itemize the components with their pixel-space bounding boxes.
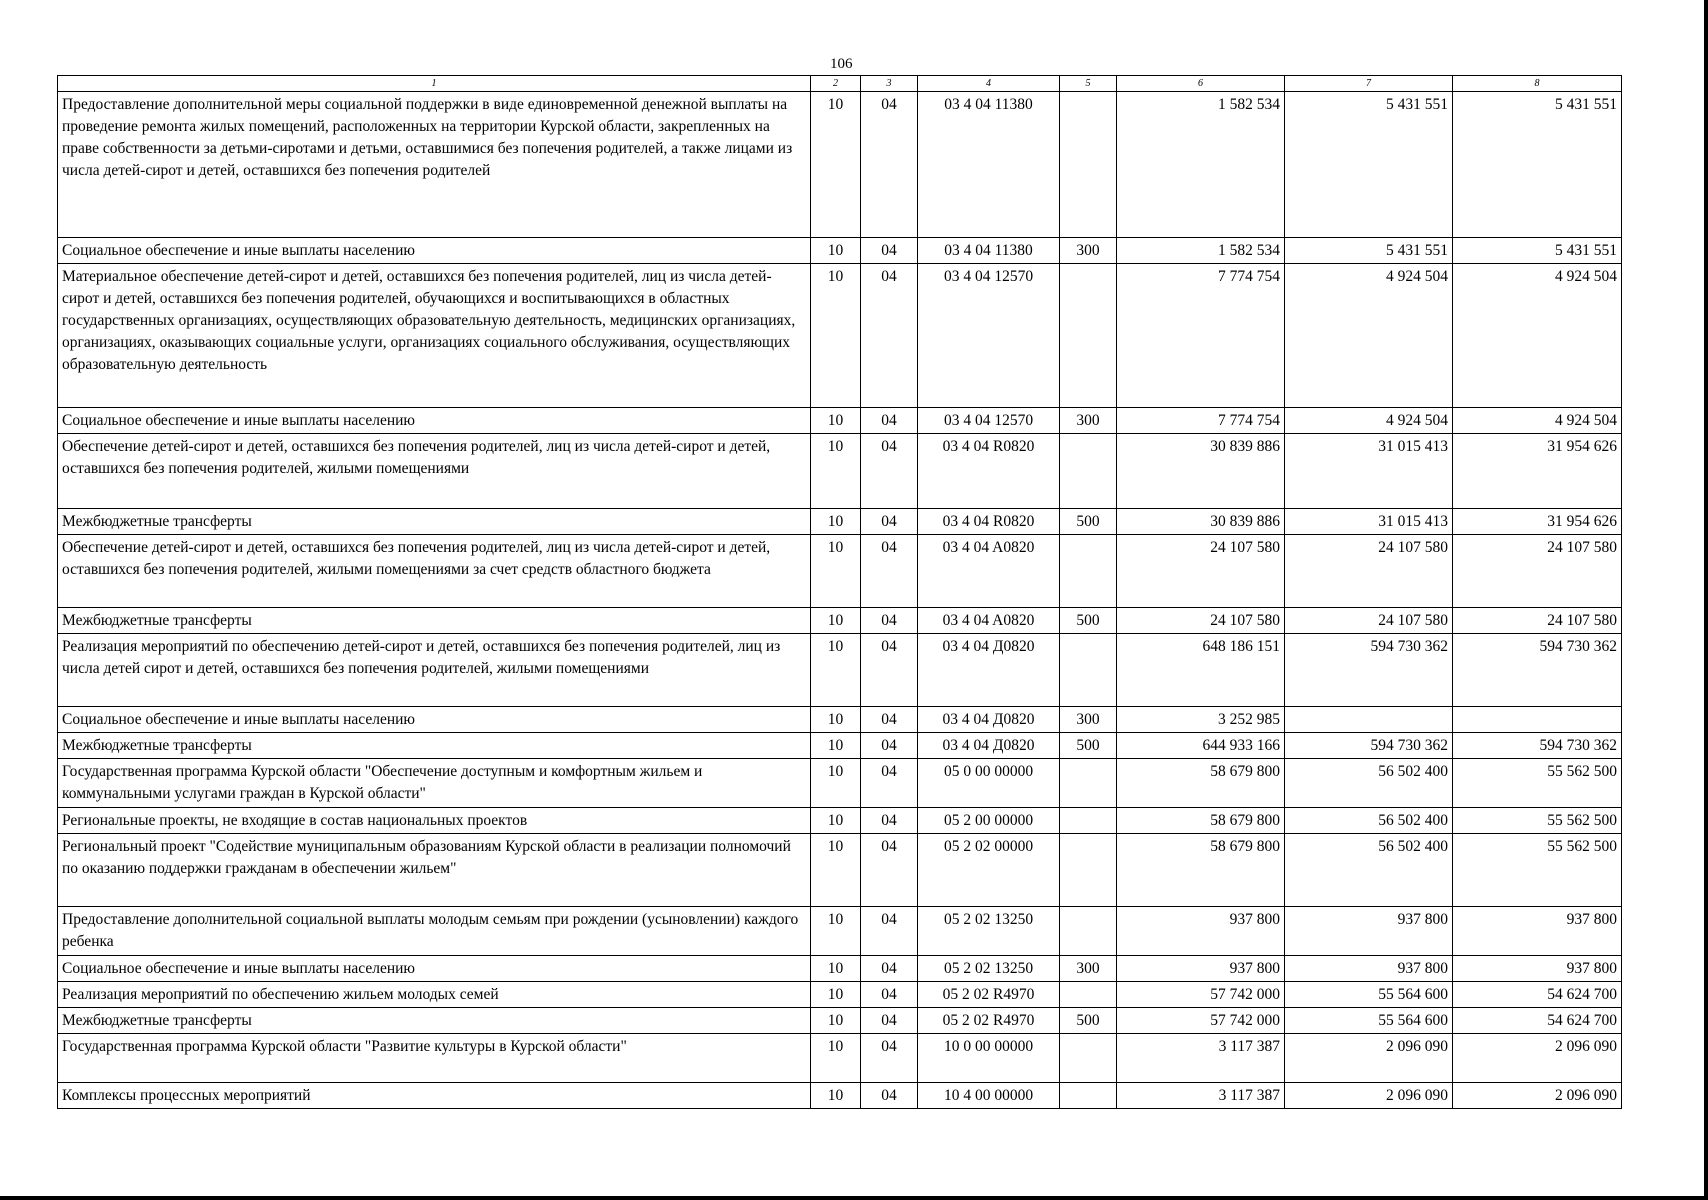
row-target-article: 03 4 04 12570	[918, 264, 1060, 408]
table-row	[58, 907, 1622, 956]
row-amount-6: 7 774 754	[1117, 408, 1285, 434]
table-row	[58, 434, 1622, 509]
row-amount-6: 58 679 800	[1117, 808, 1285, 834]
row-amount-8: 31 954 626	[1453, 434, 1622, 509]
row-expense-type	[1060, 982, 1117, 1008]
row-name: Реализация мероприятий по обеспечению жильем молодых семей	[58, 982, 811, 1008]
header-col-5: 5	[1060, 76, 1117, 92]
table-row	[58, 535, 1622, 608]
header-col-2: 2	[811, 76, 861, 92]
row-amount-8: 24 107 580	[1453, 608, 1622, 634]
row-target-article: 03 4 04 Д0820	[918, 634, 1060, 707]
row-subsection: 04	[861, 264, 918, 408]
row-amount-7: 31 015 413	[1285, 434, 1453, 509]
table-row	[58, 1034, 1622, 1083]
row-subsection: 04	[861, 907, 918, 956]
row-name: Социальное обеспечение и иные выплаты населению	[58, 956, 811, 982]
row-amount-8: 31 954 626	[1453, 509, 1622, 535]
row-subsection: 04	[861, 956, 918, 982]
row-amount-7	[1285, 707, 1453, 733]
row-target-article: 05 2 02 R4970	[918, 1008, 1060, 1034]
row-subsection: 04	[861, 759, 918, 808]
row-subsection: 04	[861, 1008, 918, 1034]
row-name: Реализация мероприятий по обеспечению детей-сирот и детей, оставшихся без попечения родителей, лиц из числа детей сирот и детей, оставшихся без попечения родителей, жилыми помещениями	[58, 634, 811, 707]
row-amount-7: 594 730 362	[1285, 733, 1453, 759]
row-expense-type: 500	[1060, 509, 1117, 535]
row-target-article: 03 4 04 A0820	[918, 608, 1060, 634]
row-target-article: 03 4 04 A0820	[918, 535, 1060, 608]
header-col-7: 7	[1285, 76, 1453, 92]
row-amount-6: 937 800	[1117, 956, 1285, 982]
row-amount-7: 55 564 600	[1285, 1008, 1453, 1034]
row-subsection: 04	[861, 434, 918, 509]
row-section: 10	[811, 733, 861, 759]
row-subsection: 04	[861, 834, 918, 907]
table-header-row	[58, 76, 1622, 92]
row-target-article: 10 0 00 00000	[918, 1034, 1060, 1083]
row-target-article: 05 2 00 00000	[918, 808, 1060, 834]
row-target-article: 10 4 00 00000	[918, 1083, 1060, 1109]
row-expense-type: 500	[1060, 733, 1117, 759]
row-target-article: 03 4 04 12570	[918, 408, 1060, 434]
row-target-article: 03 4 04 11380	[918, 238, 1060, 264]
row-amount-6: 3 117 387	[1117, 1083, 1285, 1109]
row-amount-6: 3 252 985	[1117, 707, 1285, 733]
row-amount-7: 4 924 504	[1285, 408, 1453, 434]
row-expense-type	[1060, 92, 1117, 238]
row-expense-type	[1060, 264, 1117, 408]
row-section: 10	[811, 1034, 861, 1083]
row-amount-7: 5 431 551	[1285, 92, 1453, 238]
row-amount-8: 937 800	[1453, 956, 1622, 982]
row-amount-8: 5 431 551	[1453, 92, 1622, 238]
row-subsection: 04	[861, 238, 918, 264]
row-name: Материальное обеспечение детей-сирот и детей, оставшихся без попечения родителей, лиц из числа детей-сирот и детей, оставшихся без попечения родителей, обучающихся и воспитывающихся в областных государственных организациях, осуществляющих образовательную деятельность, медицинских организациях, организациях, оказывающих социальные услуги, организациях социального обслуживания, осуществляющих образовательную деятельность	[58, 264, 811, 408]
table-row	[58, 608, 1622, 634]
row-target-article: 05 2 02 13250	[918, 956, 1060, 982]
header-col-6: 6	[1117, 76, 1285, 92]
row-amount-6: 7 774 754	[1117, 264, 1285, 408]
row-expense-type	[1060, 1034, 1117, 1083]
scan-border-right	[1704, 0, 1708, 1200]
row-amount-8: 55 562 500	[1453, 808, 1622, 834]
table-row	[58, 834, 1622, 907]
table-row	[58, 1083, 1622, 1109]
row-expense-type: 500	[1060, 1008, 1117, 1034]
row-expense-type	[1060, 634, 1117, 707]
page-number: 106	[830, 56, 853, 72]
row-amount-7: 56 502 400	[1285, 759, 1453, 808]
table-row	[58, 264, 1622, 408]
row-amount-7: 2 096 090	[1285, 1083, 1453, 1109]
row-amount-6: 937 800	[1117, 907, 1285, 956]
table-row	[58, 238, 1622, 264]
budget-table	[57, 75, 1622, 1109]
row-subsection: 04	[861, 92, 918, 238]
row-subsection: 04	[861, 408, 918, 434]
row-section: 10	[811, 834, 861, 907]
row-amount-6: 30 839 886	[1117, 509, 1285, 535]
row-amount-8: 2 096 090	[1453, 1034, 1622, 1083]
row-amount-7: 31 015 413	[1285, 509, 1453, 535]
row-amount-7: 594 730 362	[1285, 634, 1453, 707]
row-section: 10	[811, 634, 861, 707]
row-target-article: 03 4 04 Д0820	[918, 733, 1060, 759]
row-subsection: 04	[861, 509, 918, 535]
row-expense-type: 300	[1060, 956, 1117, 982]
row-amount-8: 54 624 700	[1453, 982, 1622, 1008]
row-section: 10	[811, 408, 861, 434]
row-name: Региональные проекты, не входящие в состав национальных проектов	[58, 808, 811, 834]
row-amount-6: 57 742 000	[1117, 982, 1285, 1008]
row-subsection: 04	[861, 1083, 918, 1109]
row-subsection: 04	[861, 535, 918, 608]
row-section: 10	[811, 608, 861, 634]
row-section: 10	[811, 92, 861, 238]
row-expense-type: 300	[1060, 238, 1117, 264]
table-row	[58, 808, 1622, 834]
row-section: 10	[811, 535, 861, 608]
row-target-article: 05 0 00 00000	[918, 759, 1060, 808]
row-amount-6: 57 742 000	[1117, 1008, 1285, 1034]
row-amount-6: 24 107 580	[1117, 608, 1285, 634]
row-name: Обеспечение детей-сирот и детей, оставшихся без попечения родителей, лиц из числа детей-сирот и детей, оставшихся без попечения родителей, жилыми помещениями за счет средств областного бюджета	[58, 535, 811, 608]
row-subsection: 04	[861, 707, 918, 733]
scan-border-bottom	[0, 1196, 1708, 1200]
row-amount-8	[1453, 707, 1622, 733]
row-amount-7: 55 564 600	[1285, 982, 1453, 1008]
row-expense-type: 500	[1060, 608, 1117, 634]
row-name: Социальное обеспечение и иные выплаты населению	[58, 238, 811, 264]
row-amount-7: 2 096 090	[1285, 1034, 1453, 1083]
row-section: 10	[811, 238, 861, 264]
row-section: 10	[811, 264, 861, 408]
row-amount-6: 1 582 534	[1117, 238, 1285, 264]
row-section: 10	[811, 956, 861, 982]
row-name: Социальное обеспечение и иные выплаты населению	[58, 707, 811, 733]
row-amount-6: 24 107 580	[1117, 535, 1285, 608]
row-name: Предоставление дополнительной меры социальной поддержки в виде единовременной денежной выплаты на проведение ремонта жилых помещений, расположенных на территории Курской области, закрепленных на праве собственности за детьми-сиротами и детьми, оставшимися без попечения родителей, а также лицами из числа детей-сирот и детей, оставшихся без попечения родителей	[58, 92, 811, 238]
row-amount-6: 644 933 166	[1117, 733, 1285, 759]
table-row	[58, 92, 1622, 238]
row-amount-6: 1 582 534	[1117, 92, 1285, 238]
row-section: 10	[811, 434, 861, 509]
row-section: 10	[811, 982, 861, 1008]
header-col-1: 1	[58, 76, 811, 92]
row-expense-type	[1060, 759, 1117, 808]
row-name: Предоставление дополнительной социальной выплаты молодым семьям при рождении (усыновлении) каждого ребенка	[58, 907, 811, 956]
row-amount-7: 5 431 551	[1285, 238, 1453, 264]
row-target-article: 03 4 04 R0820	[918, 509, 1060, 535]
table-row	[58, 707, 1622, 733]
row-target-article: 05 2 02 R4970	[918, 982, 1060, 1008]
row-amount-8: 2 096 090	[1453, 1083, 1622, 1109]
header-col-3: 3	[861, 76, 918, 92]
row-name: Межбюджетные трансферты	[58, 608, 811, 634]
row-name: Межбюджетные трансферты	[58, 509, 811, 535]
row-amount-8: 5 431 551	[1453, 238, 1622, 264]
row-amount-8: 4 924 504	[1453, 408, 1622, 434]
row-name: Региональный проект "Содействие муниципальным образованиям Курской области в реализации полномочий по оказанию поддержки гражданам в обеспечении жильем"	[58, 834, 811, 907]
row-section: 10	[811, 907, 861, 956]
row-name: Социальное обеспечение и иные выплаты населению	[58, 408, 811, 434]
row-amount-8: 937 800	[1453, 907, 1622, 956]
row-amount-7: 4 924 504	[1285, 264, 1453, 408]
row-section: 10	[811, 707, 861, 733]
header-col-4: 4	[918, 76, 1060, 92]
row-amount-8: 594 730 362	[1453, 733, 1622, 759]
table-row	[58, 634, 1622, 707]
row-amount-8: 4 924 504	[1453, 264, 1622, 408]
row-amount-6: 30 839 886	[1117, 434, 1285, 509]
row-amount-7: 56 502 400	[1285, 834, 1453, 907]
row-subsection: 04	[861, 634, 918, 707]
row-target-article: 03 4 04 R0820	[918, 434, 1060, 509]
row-target-article: 05 2 02 00000	[918, 834, 1060, 907]
table-row	[58, 982, 1622, 1008]
table-row	[58, 759, 1622, 808]
row-section: 10	[811, 509, 861, 535]
row-subsection: 04	[861, 608, 918, 634]
row-target-article: 03 4 04 11380	[918, 92, 1060, 238]
row-name: Обеспечение детей-сирот и детей, оставшихся без попечения родителей, лиц из числа детей-сирот и детей, оставшихся без попечения родителей, жилыми помещениями	[58, 434, 811, 509]
row-amount-6: 648 186 151	[1117, 634, 1285, 707]
row-section: 10	[811, 759, 861, 808]
table-row	[58, 956, 1622, 982]
row-amount-7: 56 502 400	[1285, 808, 1453, 834]
row-amount-7: 937 800	[1285, 956, 1453, 982]
row-expense-type: 300	[1060, 707, 1117, 733]
row-target-article: 05 2 02 13250	[918, 907, 1060, 956]
row-amount-8: 594 730 362	[1453, 634, 1622, 707]
row-amount-8: 24 107 580	[1453, 535, 1622, 608]
row-target-article: 03 4 04 Д0820	[918, 707, 1060, 733]
row-name: Межбюджетные трансферты	[58, 1008, 811, 1034]
row-amount-8: 54 624 700	[1453, 1008, 1622, 1034]
row-expense-type	[1060, 808, 1117, 834]
header-col-8: 8	[1453, 76, 1622, 92]
row-amount-6: 58 679 800	[1117, 834, 1285, 907]
row-expense-type	[1060, 834, 1117, 907]
row-amount-8: 55 562 500	[1453, 759, 1622, 808]
row-expense-type	[1060, 1083, 1117, 1109]
row-subsection: 04	[861, 982, 918, 1008]
table-row	[58, 408, 1622, 434]
row-amount-8: 55 562 500	[1453, 834, 1622, 907]
table-row	[58, 509, 1622, 535]
row-name: Межбюджетные трансферты	[58, 733, 811, 759]
row-amount-6: 58 679 800	[1117, 759, 1285, 808]
row-amount-7: 937 800	[1285, 907, 1453, 956]
row-section: 10	[811, 1008, 861, 1034]
row-expense-type: 300	[1060, 408, 1117, 434]
row-name: Государственная программа Курской области "Обеспечение доступным и комфортным жильем и коммунальными услугами граждан в Курской области"	[58, 759, 811, 808]
row-amount-7: 24 107 580	[1285, 535, 1453, 608]
row-expense-type	[1060, 434, 1117, 509]
row-expense-type	[1060, 907, 1117, 956]
row-name: Комплексы процессных мероприятий	[58, 1083, 811, 1109]
row-amount-7: 24 107 580	[1285, 608, 1453, 634]
row-amount-6: 3 117 387	[1117, 1034, 1285, 1083]
row-section: 10	[811, 1083, 861, 1109]
table-row	[58, 1008, 1622, 1034]
row-expense-type	[1060, 535, 1117, 608]
row-section: 10	[811, 808, 861, 834]
row-subsection: 04	[861, 808, 918, 834]
row-subsection: 04	[861, 733, 918, 759]
row-name: Государственная программа Курской области "Развитие культуры в Курской области"	[58, 1034, 811, 1083]
row-subsection: 04	[861, 1034, 918, 1083]
table-row	[58, 733, 1622, 759]
